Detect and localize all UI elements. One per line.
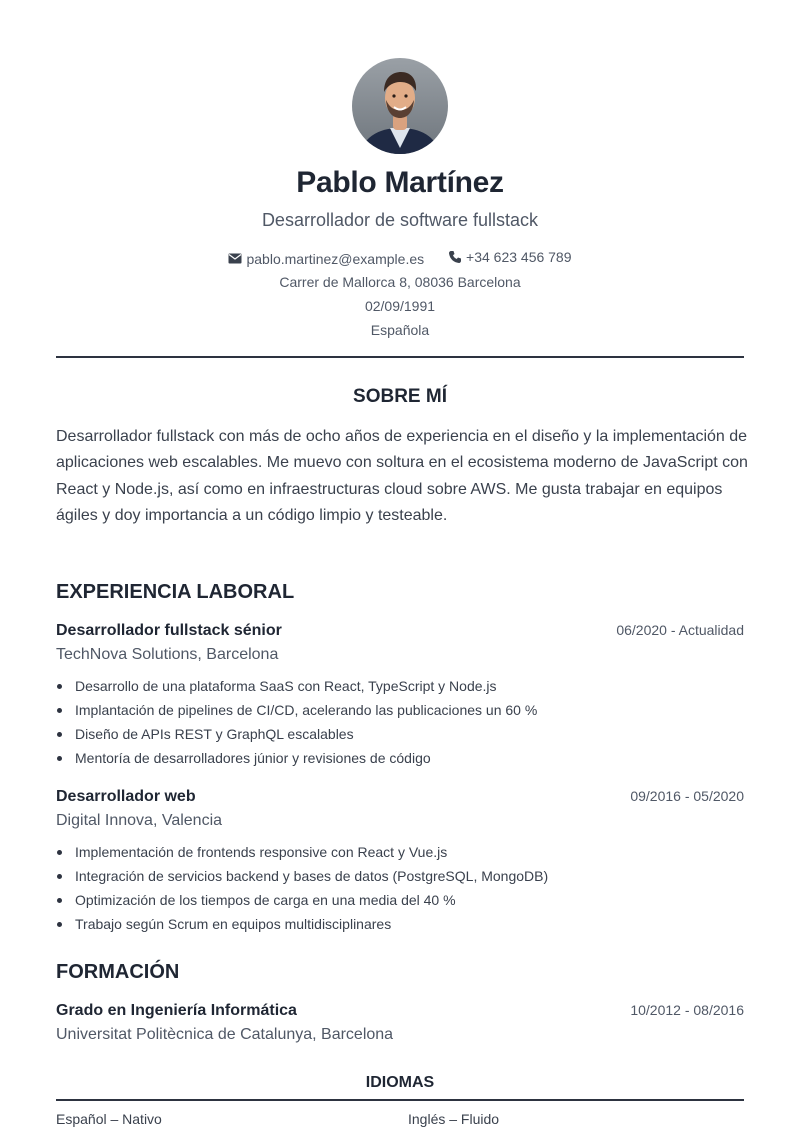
languages-divider [56,1099,744,1101]
list-item: Trabajo según Scrum en equipos multidisciplinares [56,912,746,936]
full-name: Pablo Martínez [296,166,504,199]
job-company: Digital Innova, Valencia [56,812,223,829]
degree-title: Grado en Ingeniería Informática [56,1002,297,1019]
job-title: Desarrollador web [56,788,196,805]
job-role: Desarrollador de software fullstack [261,210,539,230]
list-item: Diseño de APIs REST y GraphQL escalables [56,722,746,746]
education-dates: 10/2012 - 08/2016 [630,1002,744,1018]
job-dates: 06/2020 - Actualidad [616,622,744,638]
about-text: Desarrollador fullstack con más de ocho años de experiencia en el diseño y la implementación de aplicaciones web escalables. Me muevo con soltura en el ecosistema moderno de JavaScript con React y Node.js, así como en infraestructuras cloud sobre AWS. Me gusta trabajar en equipos ágiles y doy importancia a un código limpio y testeable. [56,428,748,525]
phone-text: +34 623 456 789 [466,249,572,265]
header-divider [56,356,744,358]
contact-line [0,249,800,267]
language-item: Español – Nativo [56,1111,162,1127]
experience-heading: EXPERIENCIA LABORAL [56,581,295,603]
job-title: Desarrollador fullstack sénior [56,622,282,639]
envelope-icon [228,253,242,264]
profile-photo [352,58,448,154]
languages-heading: IDIOMAS [365,1074,435,1091]
list-item: Implementación de frontends responsive con React y Vue.js [56,840,746,864]
list-item: Integración de servicios backend y bases de datos (PostgreSQL, MongoDB) [56,864,746,888]
birthdate: 02/09/1991 [364,298,436,314]
avatar [352,58,448,154]
email-item[interactable] [228,251,424,267]
phone-item[interactable] [448,249,572,265]
list-item: Implantación de pipelines de CI/CD, acelerando las publicaciones un 60 % [56,698,746,722]
language-item: Inglés – Fluido [408,1111,500,1127]
job-bullets [56,674,746,770]
about-heading: SOBRE MÍ [353,386,447,407]
email-text: pablo.martinez@example.es [246,250,425,267]
education-heading: FORMACIÓN [56,961,180,983]
job-bullets [56,840,746,936]
school-name: Universitat Politècnica de Catalunya, Barcelona [56,1026,394,1043]
list-item: Desarrollo de una plataforma SaaS con React, TypeScript y Node.js [56,674,746,698]
list-item: Mentoría de desarrolladores júnior y revisiones de código [56,746,746,770]
job-dates: 09/2016 - 05/2020 [630,788,744,804]
address: Carrer de Mallorca 8, 08036 Barcelona [279,274,521,290]
phone-icon [448,250,462,264]
job-company: TechNova Solutions, Barcelona [56,646,279,663]
list-item: Optimización de los tiempos de carga en una media del 40 % [56,888,746,912]
nationality: Española [370,322,430,338]
